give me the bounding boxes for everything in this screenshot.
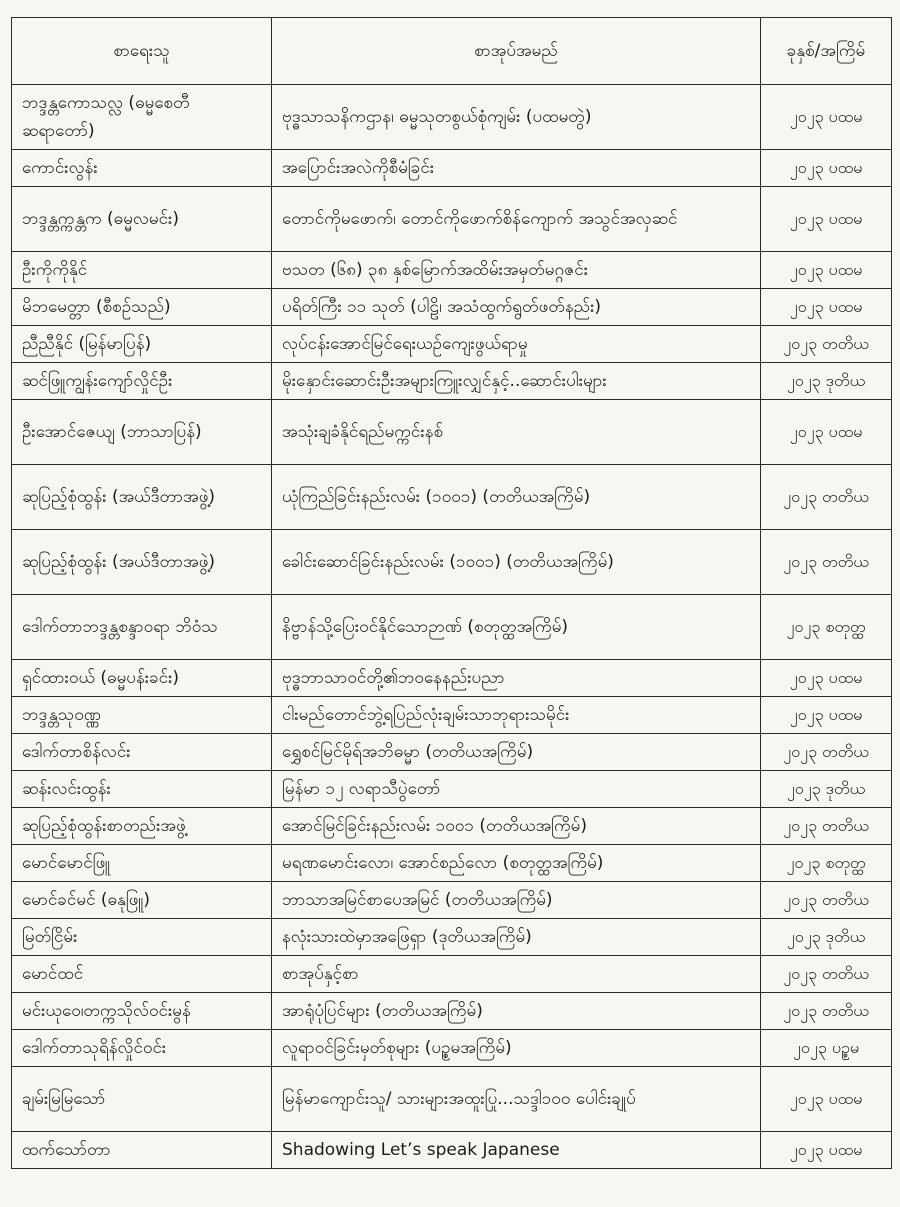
cell-edition: ၂၀၂၃ တတိယ xyxy=(761,465,892,530)
cell-title: လူရာဝင်ခြင်းမှတ်စုများ (ပဥ္စမအကြိမ်) xyxy=(272,1030,761,1067)
cell-edition: ၂၀၂၃ တတိယ xyxy=(761,326,892,363)
cell-author: ညီညီနိုင် (မြန်မာပြန်) xyxy=(12,326,272,363)
book-list-table xyxy=(11,17,892,1169)
cell-author: ဒေါက်တာသုရိန်လှိုင်ဝင်း xyxy=(12,1030,272,1067)
table-row xyxy=(12,697,892,734)
cell-title: ပရိတ်ကြီး ၁၁ သုတ် (ပါဠိ၊ အသံထွက်ရွတ်ဖတ်နည်း) xyxy=(272,289,761,326)
cell-title: မြန်မာကျောင်းသူ/ သားများအထူးပြု...သဒ္ဒါ၁၀၀ ပေါင်းချုပ် xyxy=(272,1067,761,1132)
table-row xyxy=(12,187,892,252)
header-author: စာရေးသူ xyxy=(12,18,272,85)
cell-author: ဆုပြည့်စုံထွန်း (အယ်ဒီတာအဖွဲ့) xyxy=(12,465,272,530)
cell-title: ငါးမည်တောင်ဘွဲ့ရပြည်လုံးချမ်းသာဘုရားသမိုင်း xyxy=(272,697,761,734)
cell-title: နိဗ္ဗာန်သို့ပြေးဝင်နိုင်သောဉာဏ် (စတုတ္ထအကြိမ်) xyxy=(272,595,761,660)
cell-title: မြန်မာ ၁၂ လရာသီပွဲတော် xyxy=(272,771,761,808)
cell-author: မြတ်ငြိမ်း xyxy=(12,919,272,956)
cell-edition: ၂၀၂၃ တတိယ xyxy=(761,530,892,595)
cell-edition: ၂၀၂၃ ဒုတိယ xyxy=(761,363,892,400)
table-row xyxy=(12,595,892,660)
table-row xyxy=(12,530,892,595)
cell-edition: ၂၀၂၃ ပထမ xyxy=(761,289,892,326)
cell-title: နလုံးသားထဲမှာအဖြေရှာ (ဒုတိယအကြိမ်) xyxy=(272,919,761,956)
cell-author: ဦးကိုကိုနိုင် xyxy=(12,252,272,289)
cell-title: ဗုဒ္ဓသာသနိကဌာန၊ ဓမ္မသုတစွယ်စုံကျမ်း (ပထမတွဲ) xyxy=(272,85,761,150)
table-row xyxy=(12,956,892,993)
table-row xyxy=(12,363,892,400)
cell-author: ဒေါက်တာဘဒ္ဒန္တစန္ဒာဝရာ ဘိဝံသ xyxy=(12,595,272,660)
header-title: စာအုပ်အမည် xyxy=(272,18,761,85)
cell-author: ရှင်ထားဝယ် (ဓမ္မပန်းခင်း) xyxy=(12,660,272,697)
cell-author: ဆုပြည့်စုံထွန်း (အယ်ဒီတာအဖွဲ့) xyxy=(12,530,272,595)
cell-edition: ၂၀၂၃ ပထမ xyxy=(761,400,892,465)
cell-author: ဒေါက်တာစိန်လင်း xyxy=(12,734,272,771)
table-row xyxy=(12,993,892,1030)
cell-author: မောင်ထင် xyxy=(12,956,272,993)
header-edition: ခုနှစ်/အကြိမ် xyxy=(761,18,892,85)
table-row xyxy=(12,808,892,845)
cell-title: မရဏမောင်းလော၊ အောင်စည်လော (စတုတ္ထအကြိမ်) xyxy=(272,845,761,882)
cell-edition: ၂၀၂၃ ဒုတိယ xyxy=(761,919,892,956)
cell-title: ဘာသာအမြင်စာပေအမြင် (တတိယအကြိမ်) xyxy=(272,882,761,919)
table-row xyxy=(12,252,892,289)
cell-author: ထက်သော်တာ xyxy=(12,1132,272,1169)
cell-edition: ၂၀၂၃ ပထမ xyxy=(761,1067,892,1132)
table-row xyxy=(12,150,892,187)
cell-author: ချမ်းမြမြသော် xyxy=(12,1067,272,1132)
cell-author: ဆန်းလင်းထွန်း xyxy=(12,771,272,808)
table-row xyxy=(12,734,892,771)
cell-author: ဘဒ္ဒန္တက္ကန္တက (ဓမ္မလမင်း) xyxy=(12,187,272,252)
cell-edition: ၂၀၂၃ တတိယ xyxy=(761,882,892,919)
cell-author: ကောင်းလွန်း xyxy=(12,150,272,187)
cell-title: ဗုဒ္ဓဘာသာဝင်တို့၏ဘဝနေနည်းပညာ xyxy=(272,660,761,697)
cell-author: ဘဒ္ဒန္တသုဝဏ္ဏ xyxy=(12,697,272,734)
cell-title: အာရုံပုံပြင်များ (တတိယအကြိမ်) xyxy=(272,993,761,1030)
cell-edition: ၂၀၂၃ ပထမ xyxy=(761,697,892,734)
cell-author: ဦးအောင်ဇေယျ (ဘာသာပြန်) xyxy=(12,400,272,465)
cell-title: လုပ်ငန်းအောင်မြင်ရေးယဉ်ကျေးဖွယ်ရာမှု xyxy=(272,326,761,363)
cell-author: မိဘမေတ္တာ (စီစဉ်သည်) xyxy=(12,289,272,326)
cell-edition: ၂၀၂၃ ပထမ xyxy=(761,187,892,252)
cell-edition: ၂၀၂၃ တတိယ xyxy=(761,734,892,771)
cell-edition: ၂၀၂၃ ပထမ xyxy=(761,150,892,187)
cell-title: အသုံးချခံနိုင်ရည်မက္ကင်းနစ် xyxy=(272,400,761,465)
cell-edition: ၂၀၂၃ တတိယ xyxy=(761,993,892,1030)
table-row xyxy=(12,1030,892,1067)
cell-title: မိုးနှောင်းဆောင်းဦးအများကြူးလျှင်နှင့်..ဆောင်းပါးများ xyxy=(272,363,761,400)
cell-edition: ၂၀၂၃ ဒုတိယ xyxy=(761,771,892,808)
cell-author: မောင်မောင်ဖြူ xyxy=(12,845,272,882)
table-row xyxy=(12,771,892,808)
cell-edition: ၂၀၂၃ တတိယ xyxy=(761,808,892,845)
cell-author: ဆင်ဖြူကျွန်းကျော်လှိုင်ဦး xyxy=(12,363,272,400)
cell-edition: ၂၀၂၃ ပထမ xyxy=(761,660,892,697)
cell-title: ခေါင်းဆောင်ခြင်းနည်းလမ်း (၁၀၀၁) (တတိယအကြိမ်) xyxy=(272,530,761,595)
cell-edition: ၂၀၂၃ စတုတ္ထ xyxy=(761,845,892,882)
cell-title: စာအုပ်နှင့်စာ xyxy=(272,956,761,993)
cell-title: ယုံကြည်ခြင်းနည်းလမ်း (၁၀၀၁) (တတိယအကြိမ်) xyxy=(272,465,761,530)
cell-author: မင်းယုဝေ၊တက္ကသိုလ်ဝင်းမွန် xyxy=(12,993,272,1030)
cell-title: ဗသတ (၆၈) ၃၈ နှစ်မြောက်အထိမ်းအမှတ်မဂ္ဂဇင်း xyxy=(272,252,761,289)
cell-edition: ၂၀၂၃ ပဥ္စမ xyxy=(761,1030,892,1067)
cell-title: တောင်ကိုမဖောက်၊ တောင်ကိုဖောက်စိန်ကျောက် အသွင်အလှဆင် xyxy=(272,187,761,252)
cell-title: အောင်မြင်ခြင်းနည်းလမ်း ၁၀၀၁ (တတိယအကြိမ်) xyxy=(272,808,761,845)
table-row xyxy=(12,465,892,530)
cell-author: မောင်ခင်မင် (ဓနုဖြူ) xyxy=(12,882,272,919)
table-row xyxy=(12,882,892,919)
table-row xyxy=(12,660,892,697)
table-row xyxy=(12,1067,892,1132)
cell-author: ဘဒ္ဒန္တကောသလ္လ (ဓမ္မစေတီဆရာတော်) xyxy=(12,85,272,150)
cell-edition: ၂၀၂၃ ပထမ xyxy=(761,85,892,150)
table-row xyxy=(12,289,892,326)
table-row xyxy=(12,1132,892,1169)
table-row xyxy=(12,919,892,956)
table-row xyxy=(12,400,892,465)
cell-title: ရွှေစင်မြင်မိုရ်အဘိဓမ္မာ (တတိယအကြိမ်) xyxy=(272,734,761,771)
cell-author: ဆုပြည့်စုံထွန်းစာတည်းအဖွဲ့ xyxy=(12,808,272,845)
table-row xyxy=(12,326,892,363)
cell-title: အပြောင်းအလဲကိုစီမံခြင်း xyxy=(272,150,761,187)
table-row xyxy=(12,845,892,882)
table-row xyxy=(12,85,892,150)
table-header-row xyxy=(12,18,892,85)
cell-title: Shadowing Let’s speak Japanese xyxy=(272,1132,761,1169)
cell-edition: ၂၀၂၃ ပထမ xyxy=(761,1132,892,1169)
cell-edition: ၂၀၂၃ စတုတ္ထ xyxy=(761,595,892,660)
cell-edition: ၂၀၂၃ ပထမ xyxy=(761,252,892,289)
cell-edition: ၂၀၂၃ တတိယ xyxy=(761,956,892,993)
